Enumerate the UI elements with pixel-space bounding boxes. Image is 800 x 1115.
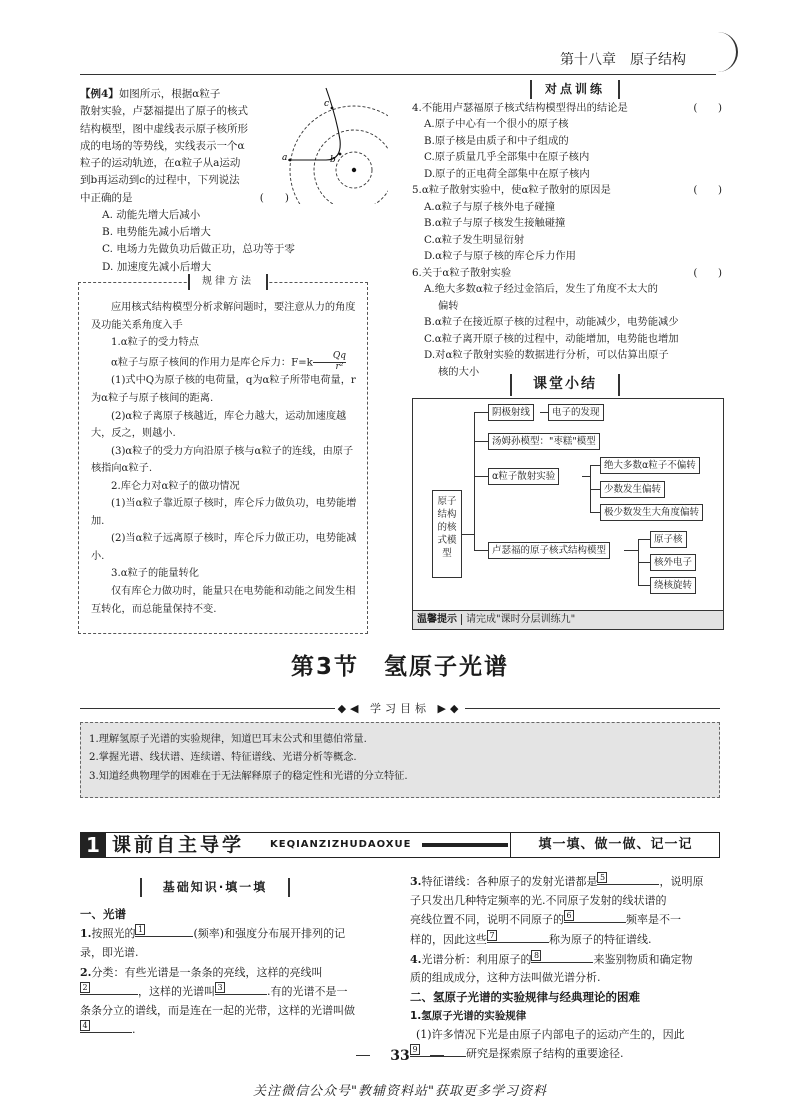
blank-number: 1 xyxy=(135,924,145,935)
node-thomson-model: 汤姆孙模型："枣糕"模型 xyxy=(488,433,600,450)
question-5-stem: 5.α粒子散射实验中，使α粒子散射的原因是 xyxy=(412,184,611,197)
blank-number: 5 xyxy=(597,872,607,883)
text: 亮线位置不同，说明不同原子的 xyxy=(410,913,564,927)
text: (频率)和强度分布展开排列的记 xyxy=(193,927,346,941)
connector xyxy=(590,465,600,466)
heading-spectrum: 一、光谱 xyxy=(80,907,126,921)
alpha-trajectory xyxy=(288,88,340,160)
q6-option-b: B.α粒子在接近原子核的过程中，动能减少，电势能减少 xyxy=(424,316,679,329)
q4-option-a: A.原子中心有一个很小的原子核 xyxy=(424,118,569,131)
q5-option-d: D.α粒子与原子核的库仑斥力作用 xyxy=(424,250,576,263)
node-electron-discovery: 电子的发现 xyxy=(548,404,604,421)
method-p2-1: (1)当α粒子靠近原子核时，库仑斥力做负功，电势能增加. xyxy=(91,498,357,527)
goal-item: 3.知道经典物理学的困难在于无法解释原子的稳定性和光谱的分立特征. xyxy=(89,770,408,782)
blank-number: 9 xyxy=(410,1044,420,1055)
method-title: 规律方法 xyxy=(188,274,268,290)
item-3-cont: 子只发出几种特定频率的光.不同原子发射的线状谱的 xyxy=(410,893,667,907)
option-a: A. 动能先增大后减小 xyxy=(102,208,201,221)
arrow-right-icon: ▶◆ xyxy=(430,702,463,715)
alpha-scattering-figure xyxy=(268,84,388,204)
equipotential-outer xyxy=(290,106,388,204)
q6-option-d: D.对α粒子散射实验的数据进行分析，可以估算出原子 xyxy=(424,349,669,362)
goal-item: 2.掌握光谱、线状谱、连续谱、特征谱线、光谱分析等概念. xyxy=(89,752,357,764)
equipotential-middle xyxy=(314,130,388,204)
summary-root: 原子结构的核式模型 xyxy=(432,490,462,578)
node-alpha-experiment: α粒子散射实验 xyxy=(488,468,559,485)
label-c: c xyxy=(324,99,330,109)
connector xyxy=(590,512,600,513)
text: 来鉴别物质和确定物 xyxy=(593,952,693,966)
text: .有的光谱不是一 xyxy=(267,984,348,998)
q6-option-a: A.绝大多数α粒子经过金箔后，发生了角度不太大的 xyxy=(424,283,658,296)
node-nucleus: 原子核 xyxy=(650,531,687,548)
coulomb-fraction xyxy=(313,352,346,373)
fill-blank[interactable] xyxy=(487,930,549,943)
fill-blank[interactable] xyxy=(215,982,267,995)
label-a: a xyxy=(282,153,288,163)
item-3 xyxy=(410,872,722,892)
answer-paren: ( ) xyxy=(693,102,722,114)
fill-blank[interactable] xyxy=(597,872,659,885)
example-tag: 【例4】 xyxy=(80,88,119,100)
banner-title: 课前自主导学 xyxy=(112,834,245,856)
item-number: 2. xyxy=(80,965,92,979)
method-p2-2: (2)当α粒子远离原子核时，库仑斥力做正功，电势能减小. xyxy=(91,533,357,562)
q4-option-c: C.原子质量几乎全部集中在原子核内 xyxy=(424,151,590,164)
example-line: 粒子的运动轨迹，在α粒子从a运动 xyxy=(80,157,241,170)
goals-title-text: 学习目标 xyxy=(370,702,430,715)
item-4-cont: 质的组成成分，这种方法叫做光谱分析. xyxy=(410,971,601,985)
item-3-cont2 xyxy=(410,910,722,930)
method-p1-1: (1)式中Q为原子核的电荷量，q为α粒子所带电荷量，r为α粒子与原子核间的距离. xyxy=(91,375,356,404)
connector xyxy=(540,412,548,413)
tip-label: 温馨提示 xyxy=(417,614,462,625)
banner-number: 1 xyxy=(80,832,106,858)
connector xyxy=(474,476,488,477)
point-a xyxy=(289,159,292,162)
connector xyxy=(638,539,650,540)
connector xyxy=(638,585,650,586)
method-p1-2: (2)α粒子离原子核越近，库仑力越大，运动加速度越大，反之，则越小. xyxy=(91,410,347,440)
example-line: 中正确的是 xyxy=(80,191,133,204)
fill-blank[interactable] xyxy=(80,982,138,995)
item-5: (1)许多情况下光是由原子内部电子的运动产生的，因此 xyxy=(416,1027,685,1041)
item-2-cont xyxy=(80,982,390,1001)
example-line: 散射实验，卢瑟福提出了原子的核式 xyxy=(80,105,248,118)
method-p1-text xyxy=(91,352,357,373)
connector xyxy=(474,441,488,442)
example-line: 结构模型，图中虚线表示原子核所形 xyxy=(80,122,248,135)
header-rule xyxy=(80,74,716,75)
fill-blank[interactable] xyxy=(531,950,593,963)
goals-title xyxy=(80,700,720,717)
item-number: 4. xyxy=(410,952,422,966)
q5-option-c: C.α粒子发生明显衍射 xyxy=(424,233,525,246)
footer-note: 关注微信公众号"教辅资料站"获取更多学习资料 xyxy=(253,1084,547,1099)
blank-number: 2 xyxy=(80,982,90,993)
text: ，说明原 xyxy=(659,875,704,888)
q6-option-a-cont: 偏转 xyxy=(438,299,459,312)
goals-box xyxy=(80,722,720,798)
node-outer-electrons: 核外电子 xyxy=(650,554,696,571)
q6-option-d-cont: 核的大小 xyxy=(438,365,480,378)
text: 按照光的 xyxy=(91,927,136,941)
goal-item: 1.理解氢原子光谱的实验规律，知道巴耳末公式和里德伯常量. xyxy=(89,734,367,745)
item-1 xyxy=(80,924,390,943)
example-line: 成的电场的等势线，实线表示一个α xyxy=(80,139,245,152)
label-b: b xyxy=(330,155,336,165)
item-5-cont xyxy=(410,1044,722,1064)
blank-number: 7 xyxy=(487,930,497,941)
subheading-rule: 1.氢原子光谱的实验规律 xyxy=(410,1009,527,1022)
example-4 xyxy=(80,86,295,276)
practice-title: 对点训练 xyxy=(530,80,620,99)
blank-number: 8 xyxy=(531,950,541,961)
text: 称为原子的特征谱线. xyxy=(549,933,652,947)
fill-blank[interactable] xyxy=(80,1020,132,1033)
basic-right-column xyxy=(410,872,722,1064)
item-number: 3. xyxy=(410,875,422,888)
section-title: 第3节 氢原子光谱 xyxy=(290,654,509,680)
answer-paren: ( ) xyxy=(693,266,722,279)
item-number: 1. xyxy=(80,927,92,941)
item-2-cont2: 条条分立的谱线，而是连在一起的光带，这样的光谱叫做 xyxy=(80,1004,355,1018)
text: 研究是探索原子结构的重要途径. xyxy=(466,1047,624,1061)
running-header: 第十八章 原子结构 xyxy=(560,52,686,68)
fraction-denominator: r² xyxy=(335,361,344,372)
blank-number: 6 xyxy=(564,910,574,921)
method-box xyxy=(78,282,368,634)
option-d: D. 加速度先减小后增大 xyxy=(102,260,212,273)
node-rutherford-model: 卢瑟福的原子核式结构模型 xyxy=(488,542,610,559)
option-c: C. 电场力先做负功后做正功，总功等于零 xyxy=(102,243,295,256)
fill-blank[interactable] xyxy=(135,924,193,937)
method-p1-head: 1.α粒子的受力特点 xyxy=(111,337,199,349)
connector xyxy=(590,489,600,490)
banner-pinyin: KEQIANZIZHUDAOXUE xyxy=(270,839,412,850)
question-6-stem: 6.关于α粒子散射实验 xyxy=(412,266,512,279)
connector xyxy=(638,562,650,563)
q5-option-b: B.α粒子与原子核发生接触碰撞 xyxy=(424,217,566,230)
node-rare-large-deflect: 极少数发生大角度偏转 xyxy=(600,504,703,521)
point-b xyxy=(339,153,342,156)
text: 特征谱线：各种原子的发射光谱都是 xyxy=(421,875,598,888)
question-4-stem: 4.不能用卢瑟福原子核式结构模型得出的结论是 xyxy=(412,102,628,114)
text: ，这样的光谱叫 xyxy=(138,984,215,998)
blank-number: 3 xyxy=(215,982,225,993)
tip-bar xyxy=(412,610,724,630)
q4-option-b: B.原子核是由质子和中子组成的 xyxy=(424,134,569,147)
connector xyxy=(474,550,488,551)
connector xyxy=(462,534,474,535)
method-p2-head: 2.库仑力对α粒子的做功情况 xyxy=(111,480,240,492)
connector xyxy=(474,412,488,413)
method-p3-head: 3.α粒子的能量转化 xyxy=(111,568,199,580)
connector xyxy=(624,550,638,551)
basic-title: 基础知识·填一填 xyxy=(140,878,290,897)
node-few-deflect: 少数发生偏转 xyxy=(600,481,665,498)
q5-option-a: A.α粒子与原子核外电子碰撞 xyxy=(424,200,555,213)
method-intro: 应用核式结构模型分析求解问题时，要注意从力的角度及功能关系角度入手 xyxy=(91,302,356,331)
answer-paren: ( ) xyxy=(259,191,289,204)
connector xyxy=(582,476,590,477)
text: 光谱分析：利用原子的 xyxy=(421,952,532,966)
text: 分类：有些光谱是一条条的亮线，这样的亮线叫 xyxy=(91,965,323,979)
item-2 xyxy=(80,963,390,982)
item-3-cont3 xyxy=(410,930,722,950)
item-2-cont3: 4 . xyxy=(80,1020,390,1039)
practice-block xyxy=(412,100,722,380)
arrow-left-icon: ◆◀ xyxy=(337,702,370,715)
heading-hydrogen-spectrum: 二、氢原子光谱的实验规律与经典理论的困难 xyxy=(410,990,640,1005)
option-b: B. 电势能先减小后增大 xyxy=(102,226,211,239)
node-cathode-ray: 阴极射线 xyxy=(488,404,534,421)
summary-title: 课堂小结 xyxy=(510,374,620,396)
node-orbit: 绕核旋转 xyxy=(650,577,696,594)
text: 频率是不一 xyxy=(626,913,681,927)
nucleus-dot xyxy=(352,168,356,172)
tip-text: 请完成"课时分层训练九" xyxy=(466,614,576,625)
point-c xyxy=(331,107,334,110)
banner-right: 填一填、做一做、记一记 xyxy=(510,832,720,858)
text: 样的，因此这些 xyxy=(410,933,487,947)
fraction-numerator: Qq xyxy=(313,352,346,363)
fill-blank[interactable] xyxy=(564,910,626,923)
q4-option-d: D.原子的正电荷全部集中在原子核内 xyxy=(424,167,590,180)
answer-paren: ( ) xyxy=(693,184,722,197)
connector xyxy=(474,412,475,550)
force-text: α粒子与原子核间的作用力是库仑斥力：F=k xyxy=(111,357,313,369)
blank-number: 4 xyxy=(80,1020,90,1031)
banner-bar xyxy=(422,843,508,847)
example-line: 如图所示，根据α粒子 xyxy=(118,88,221,100)
example-line: 到b再运动到c的过程中，下列说法 xyxy=(80,174,240,187)
node-most-no-deflect: 绝大多数α粒子不偏转 xyxy=(600,457,700,474)
method-p3-text: 仅有库仑力做功时，能量只在电势能和动能之间发生相互转化，而总能量保持不变. xyxy=(91,585,356,615)
q6-option-c: C.α粒子离开原子核的过程中，动能增加，电势能也增加 xyxy=(424,332,679,345)
method-p1-3: (3)α粒子的受力方向沿原子核与α粒子的连线，由原子核指向α粒子. xyxy=(91,445,354,475)
page-number: 33 xyxy=(390,1048,410,1064)
item-4 xyxy=(410,950,722,970)
item-1-cont: 录，即光谱. xyxy=(80,946,139,960)
basic-left-column xyxy=(80,904,390,1040)
